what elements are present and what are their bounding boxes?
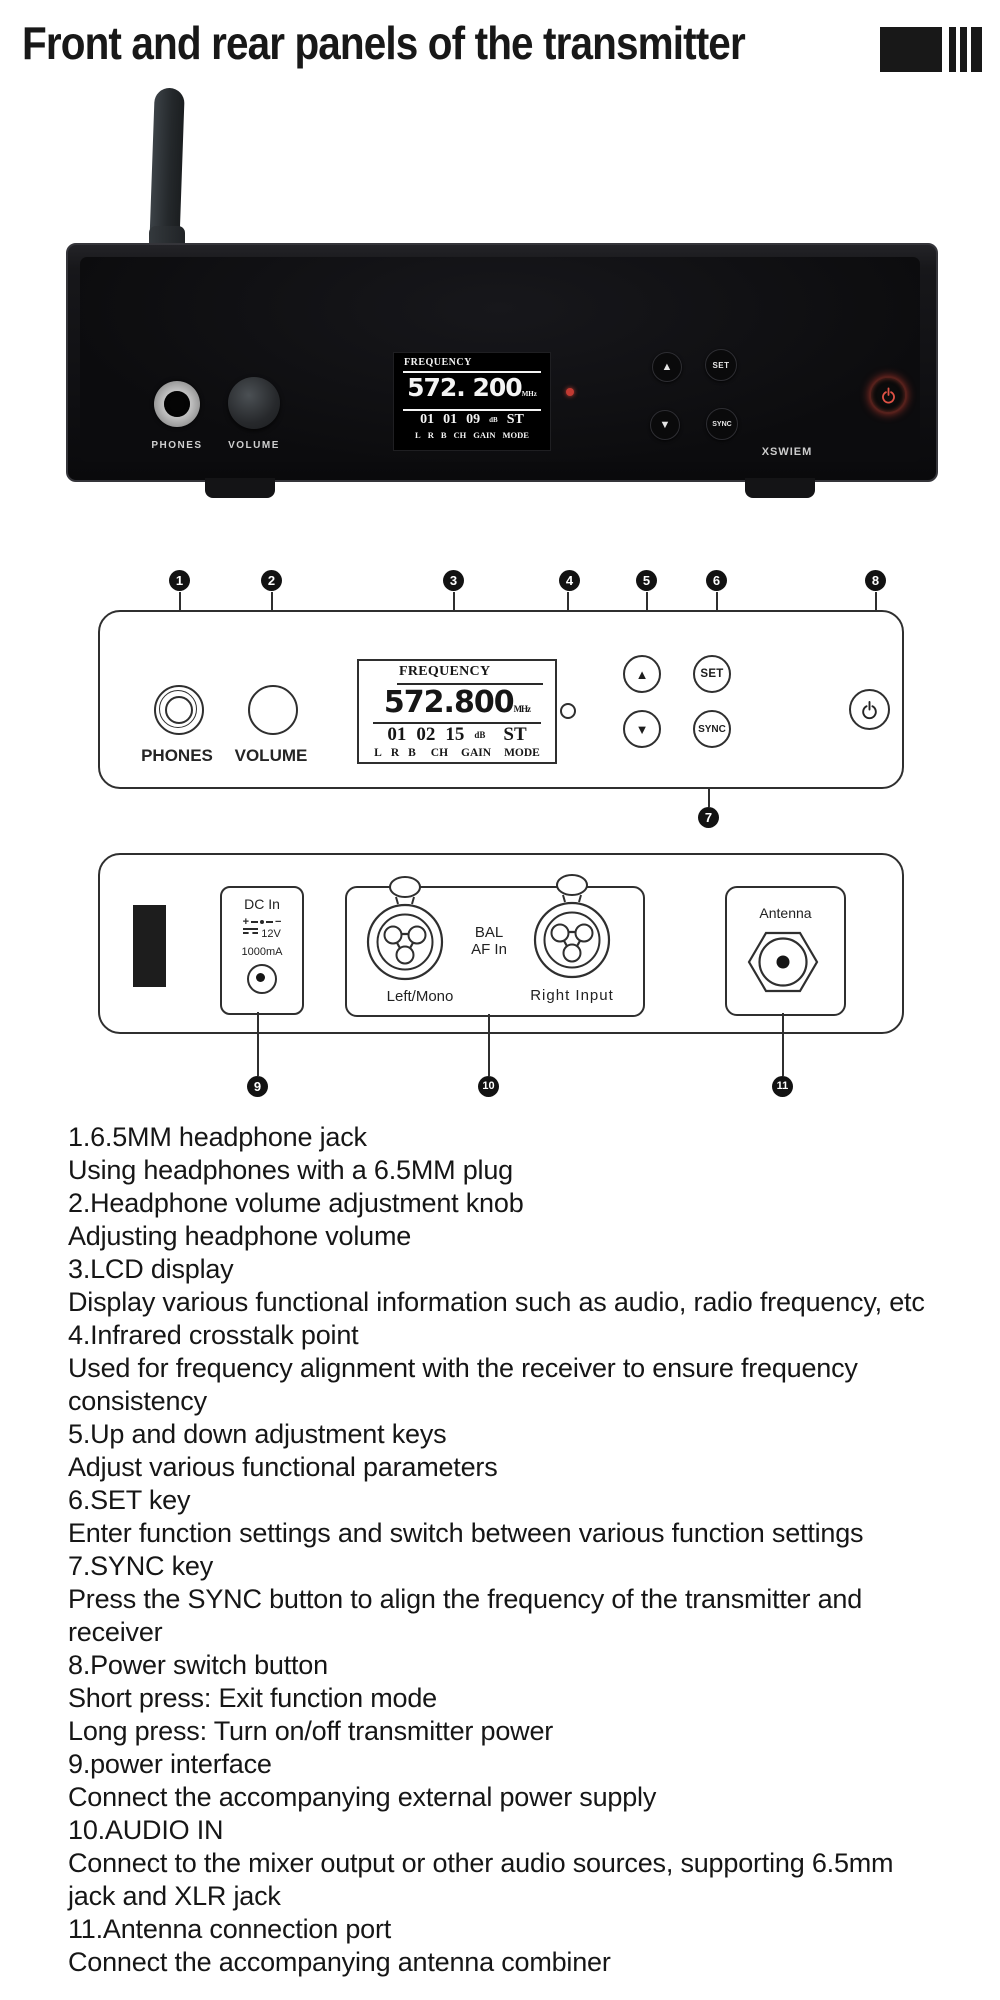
dc-jack-pin	[256, 973, 265, 982]
dc-voltage	[222, 928, 302, 940]
description-line: Short press: Exit function mode	[68, 1683, 437, 1713]
volume-label: VOLUME	[228, 440, 280, 451]
polarity-plus: +	[242, 916, 249, 928]
set-button-label: SET	[712, 360, 730, 370]
description-line: 9.power interface	[68, 1749, 272, 1779]
volume-knob	[228, 377, 280, 429]
lcd-value: 01	[443, 412, 458, 427]
vent-block-icon	[133, 905, 166, 987]
description-line: Adjusting headphone volume	[68, 1221, 412, 1251]
volume-knob-icon	[248, 685, 298, 735]
lcd-label: B	[408, 747, 416, 759]
description-line: Connect to the mixer output or other audio sources, supporting 6.5mm	[68, 1848, 894, 1878]
lcd-value: 15	[445, 724, 465, 745]
callout-5: 5	[636, 570, 657, 591]
callout-line	[782, 1013, 784, 1076]
phones-label: PHONES	[151, 440, 203, 451]
dc-symbol-icon	[243, 928, 258, 937]
callout-9: 9	[247, 1076, 268, 1097]
callout-line	[257, 1012, 259, 1076]
description-line: Display various functional information such as audio, radio frequency, etc	[68, 1287, 925, 1317]
description-line: 4.Infrared crosstalk point	[68, 1320, 359, 1350]
up-button-diagram	[623, 655, 661, 693]
down-arrow-icon: ▼	[659, 419, 671, 431]
right-input-label: Right Input	[530, 987, 614, 1004]
description-line: 11.Antenna connection port	[68, 1914, 392, 1944]
description-line: Connect the accompanying antenna combiner	[68, 1947, 611, 1977]
lcd-mode: ST	[503, 724, 527, 745]
description-line: Adjust various functional parameters	[68, 1452, 498, 1482]
description-line: 7.SYNC key	[68, 1551, 214, 1581]
description-line: Used for frequency alignment with the receiver to ensure frequency	[68, 1353, 858, 1383]
set-button	[705, 349, 737, 381]
page-title: Front and rear panels of the transmitter	[22, 17, 745, 69]
down-button-diagram	[623, 710, 661, 748]
description-line: Connect the accompanying external power supply	[68, 1782, 657, 1812]
description-line: Enter function settings and switch between various function settings	[68, 1518, 864, 1548]
brand-logo: XSWIEM	[761, 446, 813, 458]
volume-label: VOLUME	[234, 746, 308, 765]
up-button	[652, 352, 682, 382]
title-barcode-bar-icon	[960, 27, 967, 72]
callout-8: 8	[865, 570, 886, 591]
lcd-gain-unit: dB	[474, 730, 486, 740]
lcd-frequency-unit: MHz	[513, 704, 531, 714]
polarity-minus: −	[275, 916, 282, 928]
set-button-label: SET	[700, 668, 724, 680]
power-icon	[860, 699, 879, 720]
af-in-label: AF In	[471, 941, 507, 958]
up-arrow-icon: ▲	[661, 361, 673, 373]
phones-label: PHONES	[141, 746, 213, 765]
phones-jack-hole	[165, 696, 193, 724]
description-line: receiver	[68, 1617, 163, 1647]
description-line: Long press: Turn on/off transmitter power	[68, 1716, 554, 1746]
title-barcode-bar-icon	[971, 27, 982, 72]
title-barcode-block-icon	[880, 27, 942, 72]
dc-current: 1000mA	[241, 946, 283, 958]
callout-7: 7	[698, 807, 719, 828]
sync-button-label: SYNC	[698, 723, 726, 735]
power-button	[869, 376, 907, 414]
down-arrow-icon: ▼	[635, 721, 649, 737]
lcd-value: 09	[466, 412, 481, 427]
callout-2: 2	[261, 570, 282, 591]
device-foot	[205, 478, 275, 498]
lcd-label: MODE	[502, 430, 529, 440]
lcd-value: 01	[420, 412, 435, 427]
dc-voltage-value: 12V	[261, 928, 281, 940]
description-line: 8.Power switch button	[68, 1650, 328, 1680]
lcd-label: CH	[453, 430, 467, 440]
description-line: jack and XLR jack	[68, 1881, 281, 1911]
callout-6: 6	[706, 570, 727, 591]
lcd-frequency: 572.800	[383, 685, 514, 720]
lcd-frequency: 572. 200	[407, 373, 522, 402]
lcd-display-diagram	[357, 659, 557, 764]
lcd-gain-unit: dB	[489, 416, 498, 424]
callout-11: 11	[772, 1076, 793, 1097]
lcd-label: R	[390, 747, 400, 759]
lcd-frequency-unit: MHz	[521, 390, 537, 398]
callout-3: 3	[443, 570, 464, 591]
device-foot	[745, 478, 815, 498]
title-barcode-bar-icon	[949, 27, 956, 72]
sync-button-label: SYNC	[712, 420, 732, 428]
antenna-connector-icon	[746, 931, 820, 993]
callout-10: 10	[478, 1076, 499, 1097]
callout-1: 1	[169, 570, 190, 591]
description-line: Using headphones with a 6.5MM plug	[68, 1155, 513, 1185]
sync-button	[706, 408, 738, 440]
callout-line	[488, 1014, 490, 1076]
lcd-mode: ST	[506, 412, 524, 427]
power-icon	[880, 386, 897, 404]
lcd-label: CH	[430, 747, 449, 759]
description-line: 5.Up and down adjustment keys	[68, 1419, 447, 1449]
lcd-label: GAIN	[473, 430, 496, 440]
description-line: Press the SYNC button to align the frequency of the transmitter and	[68, 1584, 863, 1614]
lcd-label: B	[440, 430, 447, 440]
lcd-label: MODE	[504, 747, 540, 759]
antenna-label: Antenna	[759, 905, 812, 921]
description-line: 2.Headphone volume adjustment knob	[68, 1188, 524, 1218]
lcd-header: FREQUENCY	[404, 357, 472, 368]
description-list	[68, 1121, 988, 1979]
description-line: 10.AUDIO IN	[68, 1815, 224, 1845]
description-line: consistency	[68, 1386, 207, 1416]
left-mono-label: Left/Mono	[386, 988, 454, 1005]
description-line: 1.6.5MM headphone jack	[68, 1122, 367, 1152]
lcd-value: 02	[416, 724, 436, 745]
headphone-jack-hole	[164, 391, 190, 417]
description-line: 3.LCD display	[68, 1254, 234, 1284]
lcd-display	[393, 352, 551, 451]
bal-label: BAL	[474, 924, 504, 941]
up-arrow-icon: ▲	[635, 666, 649, 682]
callout-4: 4	[559, 570, 580, 591]
lcd-header: FREQUENCY	[399, 664, 491, 679]
ir-sync-led-icon	[566, 388, 574, 396]
polarity-icon	[222, 916, 302, 928]
power-button-diagram	[849, 689, 890, 730]
lcd-divider	[403, 409, 541, 411]
lcd-label: L	[374, 747, 382, 759]
sync-button-diagram	[693, 710, 731, 748]
lcd-label: GAIN	[461, 747, 492, 759]
set-button-diagram	[693, 655, 731, 693]
description-line: 6.SET key	[68, 1485, 191, 1515]
down-button	[650, 410, 680, 440]
lcd-value: 01	[387, 724, 407, 745]
lcd-label: R	[427, 430, 434, 440]
dc-in-label: DC In	[244, 896, 280, 912]
lcd-label: L	[415, 430, 421, 440]
ir-point-icon	[560, 703, 576, 719]
dc-in-section	[220, 886, 304, 1015]
